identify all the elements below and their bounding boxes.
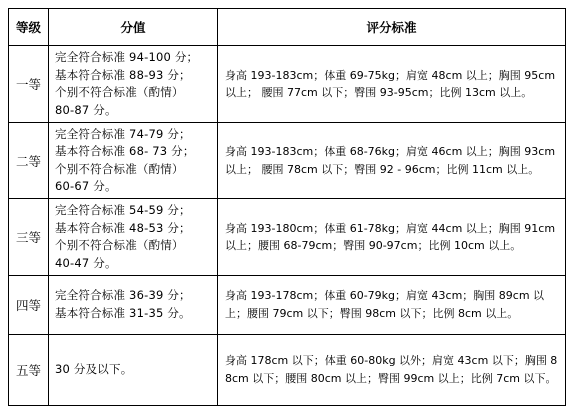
- score-line: 完全符合标准 74-79 分；: [55, 126, 191, 141]
- score-line: 基本符合标准 68- 73 分；: [55, 144, 195, 159]
- score-line: 个别不符合标准（酌情）: [55, 161, 184, 176]
- grade-cell: 一等: [9, 46, 49, 123]
- grading-table-container: [8, 8, 565, 406]
- table-row: [9, 123, 566, 199]
- grade-cell: 二等: [9, 123, 49, 199]
- criteria-cell: 身高 178cm 以下；体重 60-80kg 以外；肩宽 43cm 以下；胸围 88cm 以下；腰围 80cm 以上；臀围 99cm 以上；比例 7cm 以下。: [218, 334, 566, 405]
- score-line: 基本符合标准 31-35 分。: [55, 305, 191, 320]
- grade-cell: 五等: [9, 334, 49, 405]
- header-grade: 等级: [9, 9, 49, 46]
- score-line: 个别不符合标准（酌情）: [55, 85, 184, 100]
- score-line: 完全符合标准 54-59 分；: [55, 203, 191, 217]
- grade-cell: 四等: [9, 275, 49, 334]
- score-line: 基本符合标准 88-93 分；: [55, 67, 191, 82]
- table-row: [9, 275, 566, 334]
- score-cell: [49, 46, 218, 123]
- criteria-cell: 身高 193-183cm；体重 68-76kg；肩宽 46cm 以上；胸围 93cm 以上； 腰围 78cm 以下；臀围 92 - 96cm；比例 11cm 以上。: [218, 123, 566, 199]
- table-row: [9, 46, 566, 123]
- header-criteria: 评分标准: [218, 9, 566, 46]
- criteria-cell: 身高 193-183cm；体重 69-75kg；肩宽 48cm 以上；胸围 95cm 以上； 腰围 77cm 以下；臀围 93-95cm；比例 13cm 以上。: [218, 46, 566, 123]
- score-line: 基本符合标准 48-53 分；: [55, 220, 191, 235]
- score-line: 30 分及以下。: [55, 362, 133, 377]
- score-line: 完全符合标准 94-100 分；: [55, 50, 199, 65]
- grading-table: [8, 8, 566, 406]
- criteria-cell: 身高 193-178cm；体重 60-79kg；肩宽 43cm；胸围 89cm 以上；腰围 79cm 以下；臀围 98cm 以下；比例 8cm 以上。: [218, 275, 566, 334]
- score-cell: [49, 123, 218, 199]
- header-row: [9, 9, 566, 46]
- table-row: [9, 199, 566, 275]
- score-line: 80-87 分。: [55, 102, 117, 117]
- score-cell: [49, 334, 218, 405]
- score-line: 个别不符合标准（酌情）: [55, 238, 184, 252]
- score-cell: [49, 275, 218, 334]
- header-score: 分值: [49, 9, 218, 46]
- score-cell: [49, 199, 218, 275]
- score-line: 40-47 分。: [55, 255, 117, 270]
- table-row: [9, 334, 566, 405]
- score-line: 60-67 分。: [55, 179, 117, 194]
- criteria-cell: 身高 193-180cm；体重 61-78kg；肩宽 44cm 以上；胸围 91cm 以上；腰围 68-79cm；臀围 90-97cm；比例 10cm 以上。: [218, 199, 566, 275]
- grade-cell: 三等: [9, 199, 49, 275]
- score-line: 完全符合标准 36-39 分；: [55, 288, 191, 303]
